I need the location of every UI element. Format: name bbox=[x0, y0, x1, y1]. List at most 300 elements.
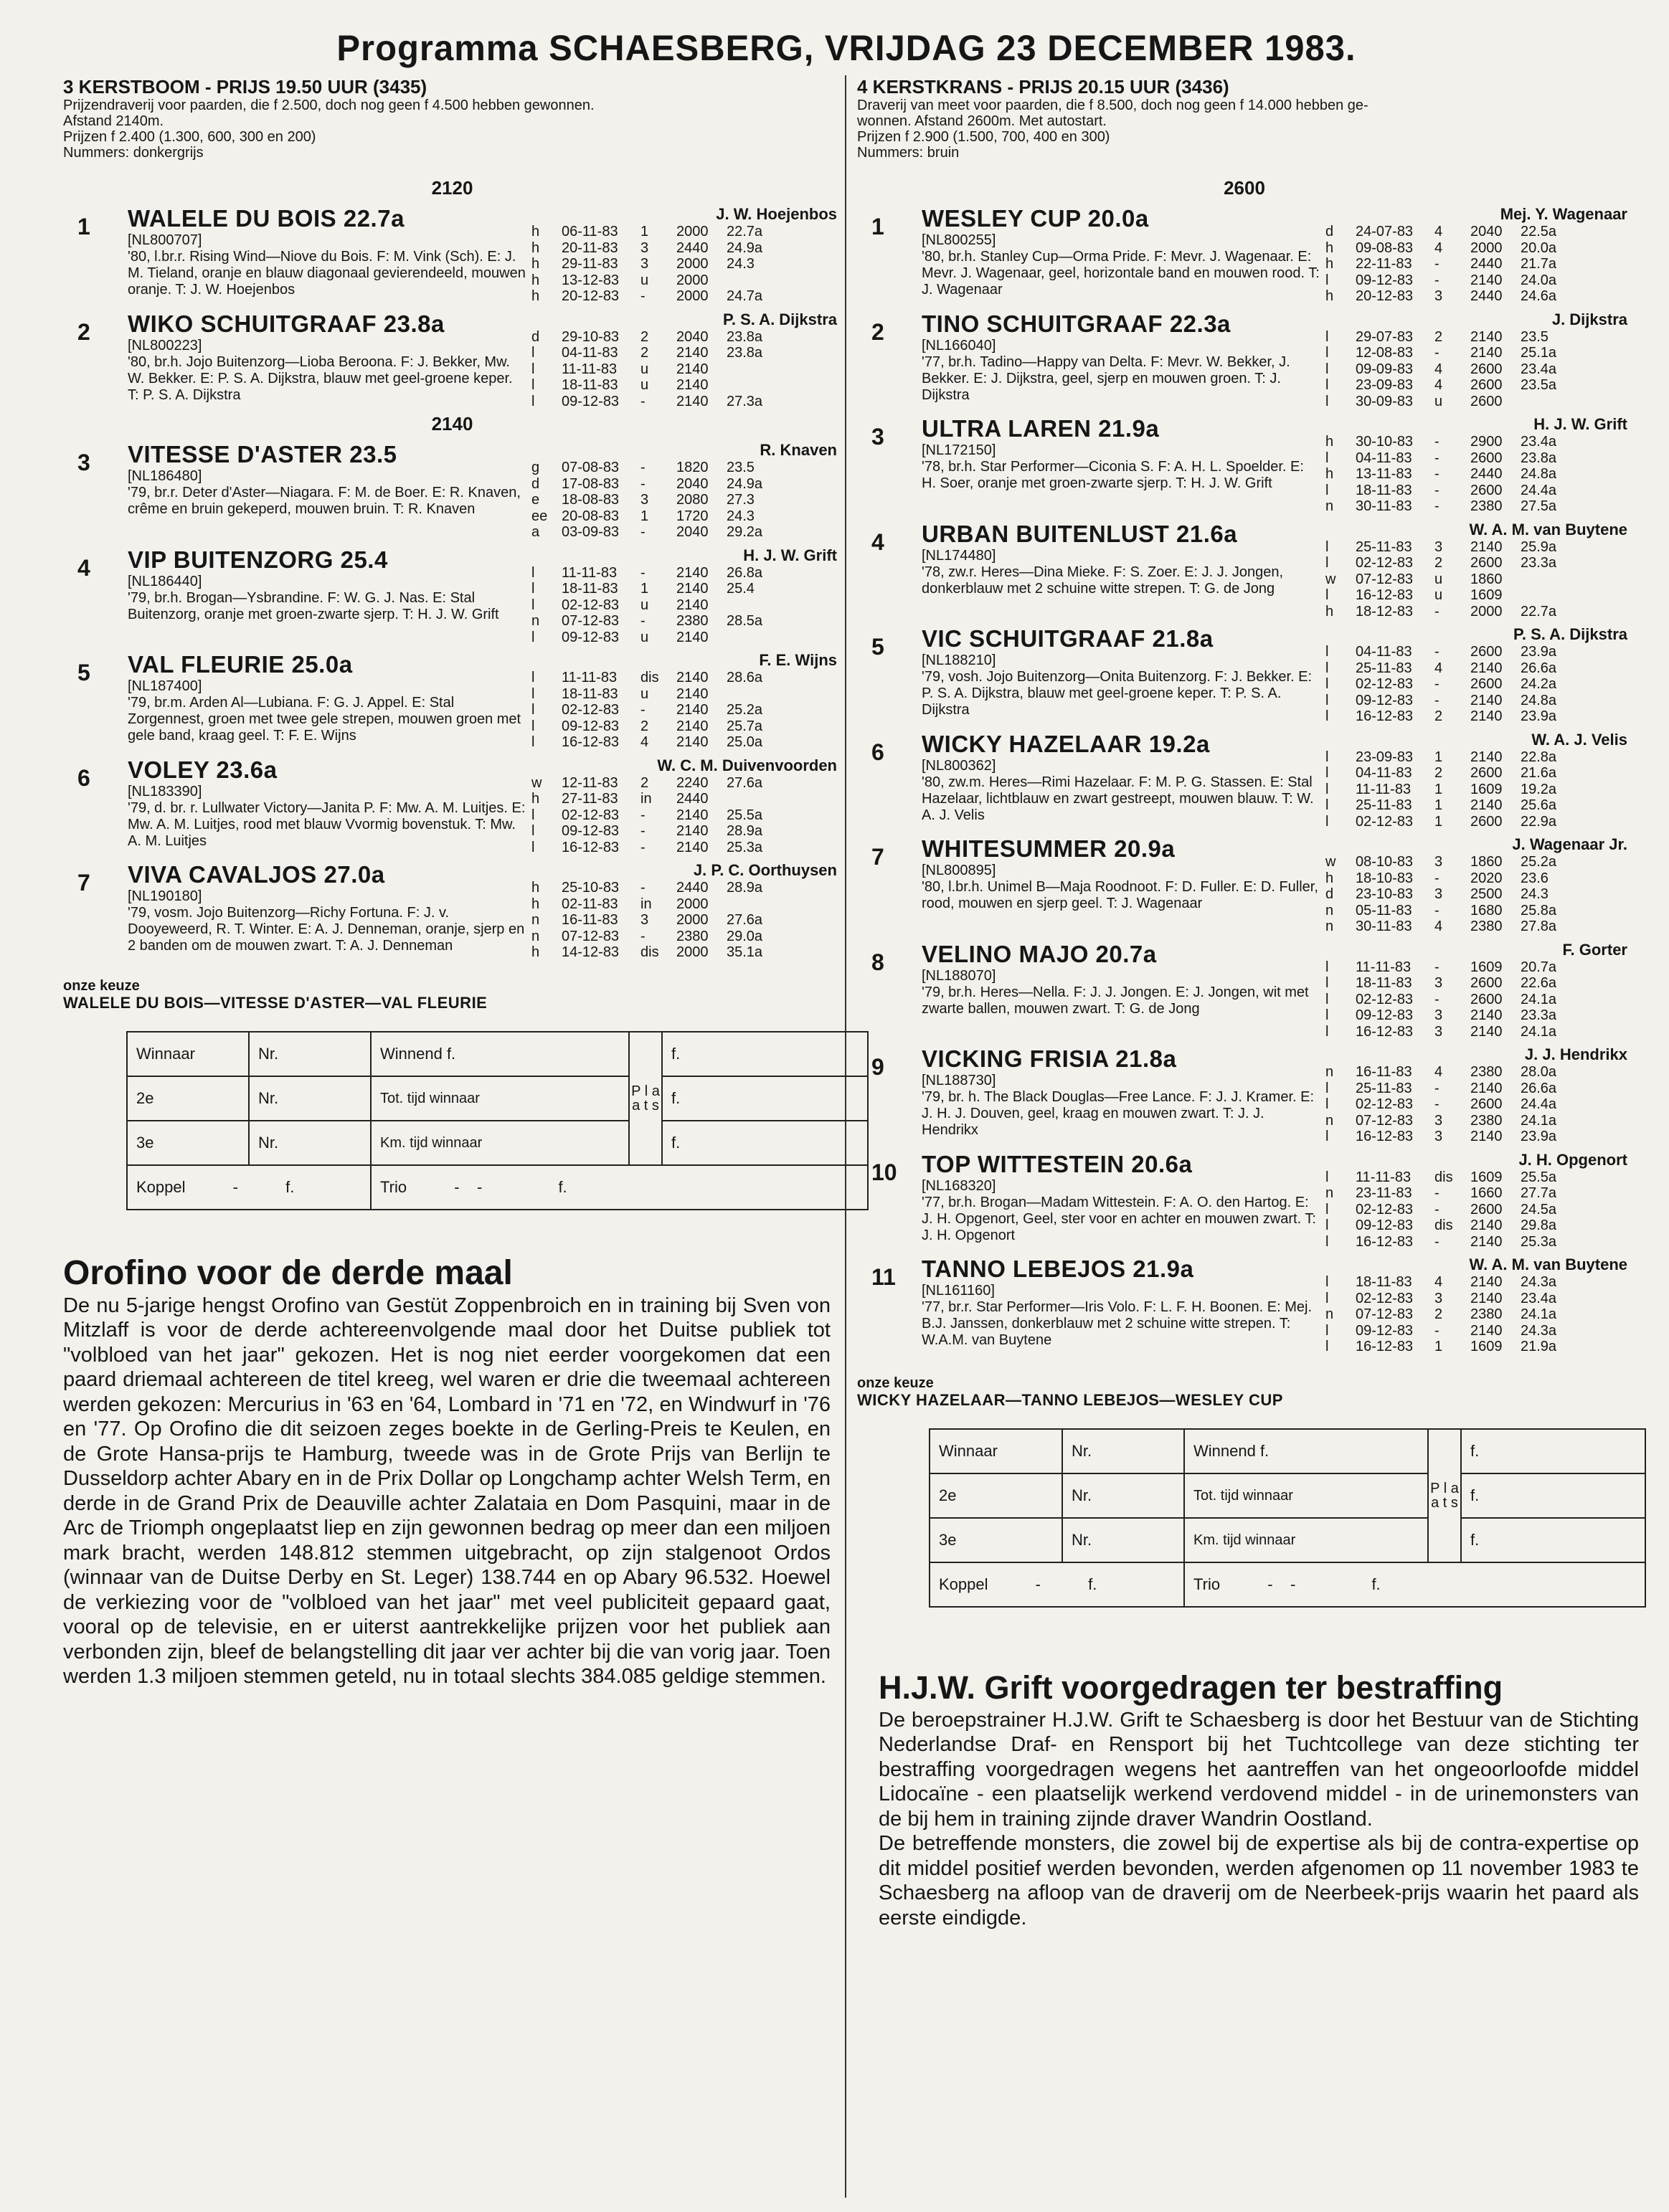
placing: - bbox=[1434, 603, 1439, 620]
track-code: l bbox=[1325, 538, 1329, 555]
distance: 2000 bbox=[676, 272, 709, 288]
horse-form bbox=[1320, 1045, 1632, 1145]
distance: 2140 bbox=[1470, 1274, 1503, 1290]
performance-row bbox=[1325, 345, 1632, 361]
km-time: 22.9a bbox=[1521, 813, 1557, 830]
distance: 2140 bbox=[676, 377, 709, 393]
horse-pedigree: '79, br.r. Deter d'Aster—Niagara. F: M. de Boer. E: R. Knaven, crême en bruin gekeperd, mouwen bruin. T: R. Knaven bbox=[128, 485, 521, 517]
performance-row bbox=[531, 840, 841, 856]
track-code: l bbox=[1325, 676, 1329, 692]
placing: 2 bbox=[640, 345, 649, 361]
horse-body bbox=[922, 310, 1632, 410]
horse-description bbox=[922, 310, 1320, 410]
horse-pedigree: '80, br.h. Stanley Cup—Orma Pride. F: Mevr. J. Wagenaar. E: Mevr. J. Wagenaar, geel, horizontale band en mouwen rood. T: J. Wagenaar bbox=[922, 249, 1320, 298]
distance: 2600 bbox=[1470, 644, 1503, 660]
horse-form bbox=[526, 441, 841, 541]
race-date: 09-12-83 bbox=[562, 393, 620, 409]
track-code: n bbox=[531, 912, 540, 928]
performance-row bbox=[1325, 329, 1632, 346]
track-code: l bbox=[1325, 1169, 1329, 1185]
horse-registration: [NL800895] bbox=[922, 863, 996, 878]
km-time bbox=[727, 377, 784, 394]
horse-form bbox=[1320, 205, 1632, 305]
distance: 2440 bbox=[676, 239, 709, 256]
track-code: l bbox=[1325, 1201, 1329, 1217]
race-date: 09-12-83 bbox=[1356, 692, 1414, 708]
race-date: 18-08-83 bbox=[562, 492, 620, 508]
horse-number: 2 bbox=[871, 318, 884, 345]
bet-f-label: f. bbox=[1461, 1429, 1645, 1473]
distance: 2140 bbox=[676, 629, 709, 645]
horse-number: 11 bbox=[871, 1264, 896, 1290]
horse-body bbox=[922, 941, 1632, 1040]
horse-number: 7 bbox=[77, 870, 90, 896]
horse-name: VIP BUITENZORG 25.4 bbox=[128, 546, 388, 573]
track-code: l bbox=[1325, 765, 1329, 781]
race-date: 11-11-83 bbox=[1356, 1169, 1412, 1185]
distance: 2380 bbox=[1470, 498, 1503, 514]
placing: - bbox=[640, 564, 646, 581]
performance-row bbox=[531, 718, 841, 735]
placing: 4 bbox=[1434, 224, 1443, 239]
track-code: l bbox=[1325, 813, 1329, 830]
horse-form bbox=[1320, 1151, 1632, 1250]
performance-row bbox=[1325, 1234, 1632, 1250]
performance-row bbox=[1325, 797, 1632, 814]
km-time bbox=[727, 686, 784, 703]
bet-winnend-label: Winnend f. bbox=[371, 1032, 629, 1076]
race-date: 20-12-83 bbox=[562, 288, 620, 304]
placing: u bbox=[1434, 393, 1443, 409]
track-code: h bbox=[531, 944, 540, 960]
placing: - bbox=[1434, 1080, 1439, 1096]
distance: 2140 bbox=[1470, 708, 1503, 724]
race-date: 29-07-83 bbox=[1356, 328, 1414, 345]
placing: - bbox=[1434, 870, 1439, 886]
performance-row bbox=[531, 460, 841, 476]
horse-pedigree: '77, br.h. Brogan—Madam Wittestein. F: A. O. den Hartog. E: J. H. Opgenort, Geel, ster voor en achter en mouwen zwart. T: J. H. Opgenort bbox=[922, 1194, 1316, 1243]
distance: 2140 bbox=[676, 564, 709, 581]
track-code: h bbox=[1325, 239, 1334, 256]
race3-horse-list-b bbox=[63, 441, 841, 961]
km-time: 24.1a bbox=[1521, 1023, 1557, 1040]
km-time: 24.3 bbox=[727, 508, 755, 524]
horse-registration: [NL187400] bbox=[128, 678, 202, 694]
race-date: 07-08-83 bbox=[562, 460, 620, 475]
horse-body bbox=[922, 835, 1632, 935]
placing: - bbox=[1434, 991, 1439, 1007]
bet-tot-tijd-label: Tot. tijd winnaar bbox=[371, 1076, 629, 1121]
horse-number: 1 bbox=[77, 214, 90, 239]
km-time: 29.0a bbox=[727, 928, 763, 944]
bet-third-label: 3e bbox=[127, 1121, 249, 1165]
km-time bbox=[727, 597, 784, 614]
horse-description bbox=[922, 625, 1320, 725]
track-code: ee bbox=[531, 508, 548, 524]
track-code: h bbox=[531, 896, 540, 912]
race-date: 14-12-83 bbox=[562, 944, 620, 960]
performance-row bbox=[531, 912, 841, 929]
track-code: h bbox=[531, 791, 540, 807]
placing: 3 bbox=[640, 239, 649, 256]
km-time: 25.2a bbox=[1521, 854, 1557, 870]
track-code: l bbox=[1325, 555, 1329, 571]
performance-row bbox=[1325, 483, 1632, 499]
race-date: 18-10-83 bbox=[1356, 870, 1414, 886]
race-date: 07-12-83 bbox=[1356, 571, 1414, 587]
horse-entry bbox=[63, 756, 841, 856]
bet-f-label: f. bbox=[1371, 1575, 1381, 1593]
performance-row bbox=[1325, 660, 1632, 677]
horse-description bbox=[922, 205, 1320, 305]
horse-form bbox=[526, 205, 841, 305]
bet-winnaar-label: Winnaar bbox=[930, 1429, 1062, 1473]
race-date: 09-12-83 bbox=[562, 823, 620, 839]
race3-cond-line: Prijzen f 2.400 (1.300, 600, 300 en 200) bbox=[63, 129, 316, 145]
horse-body bbox=[922, 1255, 1632, 1355]
bet-plaats-label: P l a a t s bbox=[1428, 1429, 1461, 1562]
track-code: d bbox=[531, 475, 540, 492]
race3-cond-line: Afstand 2140m. bbox=[63, 113, 164, 129]
horse-description bbox=[922, 731, 1320, 830]
distance: 2040 bbox=[676, 524, 709, 540]
horse-name: WICKY HAZELAAR 19.2a bbox=[922, 730, 1210, 757]
horse-number: 10 bbox=[871, 1159, 897, 1185]
performance-row bbox=[1325, 782, 1632, 798]
distance: 2040 bbox=[676, 475, 709, 492]
km-time: 23.4a bbox=[1521, 434, 1557, 450]
distance: 2600 bbox=[1470, 393, 1503, 409]
horse-trainer: H. J. W. Grift bbox=[743, 546, 837, 564]
performance-row bbox=[1325, 765, 1632, 782]
placing: - bbox=[1434, 902, 1439, 918]
horse-entry bbox=[857, 625, 1632, 725]
horse-pedigree: '79, br.m. Arden Al—Lubiana. F: G. J. Appel. E: Stal Zorgennest, groen met twee gele strepen, mouwen groen met gele band, kraag geel. T: F. E. Wijns bbox=[128, 695, 521, 744]
km-time bbox=[1521, 571, 1578, 588]
article1-title: Orofino voor de derde maal bbox=[63, 1253, 513, 1292]
km-time: 20.7a bbox=[1521, 959, 1557, 975]
placing: 4 bbox=[1434, 1064, 1443, 1080]
track-code: h bbox=[1325, 603, 1334, 620]
track-code: l bbox=[531, 685, 535, 702]
race-date: 11-11-83 bbox=[1356, 781, 1412, 797]
placing: - bbox=[1434, 1201, 1439, 1217]
race3-distance-b: 2140 bbox=[431, 413, 473, 435]
km-time: 24.7a bbox=[727, 288, 763, 304]
km-time bbox=[727, 361, 784, 378]
placing: dis bbox=[640, 670, 659, 685]
km-time: 24.9a bbox=[727, 239, 763, 256]
horse-description bbox=[922, 1255, 1320, 1355]
km-time: 24.1a bbox=[1521, 991, 1557, 1007]
placing: - bbox=[1434, 1233, 1439, 1250]
race-date: 16-12-83 bbox=[1356, 1023, 1414, 1040]
horse-registration: [NL188210] bbox=[922, 652, 996, 668]
bet-nr-label: Nr. bbox=[249, 1032, 371, 1076]
horse-entry bbox=[63, 651, 841, 751]
bet-f-label: f. bbox=[558, 1177, 567, 1196]
bet-trio-cell bbox=[1184, 1562, 1645, 1607]
track-code: w bbox=[531, 774, 542, 791]
horse-body bbox=[128, 756, 841, 856]
bet-nr-label: Nr. bbox=[1062, 1473, 1184, 1518]
placing: - bbox=[640, 475, 646, 492]
performance-row bbox=[1325, 1202, 1632, 1218]
horse-form bbox=[1320, 415, 1632, 515]
race-date: 13-12-83 bbox=[562, 272, 620, 288]
horse-form bbox=[1320, 1255, 1632, 1355]
race-date: 09-12-83 bbox=[1356, 1217, 1414, 1233]
track-code: l bbox=[1325, 328, 1329, 345]
track-code: l bbox=[531, 361, 535, 377]
horse-name: VIVA CAVALJOS 27.0a bbox=[128, 861, 385, 888]
placing: 2 bbox=[1434, 1306, 1443, 1322]
km-time: 25.2a bbox=[727, 702, 763, 718]
placing: in bbox=[640, 791, 652, 807]
distance: 1609 bbox=[1470, 959, 1503, 975]
race4-cond-line: Draverij van meet voor paarden, die f 8.500, doch nog geen f 14.000 hebben ge- bbox=[857, 98, 1368, 113]
performance-row bbox=[1325, 224, 1632, 240]
km-time: 25.5a bbox=[727, 807, 763, 823]
distance: 2000 bbox=[1470, 603, 1503, 620]
race-date: 02-12-83 bbox=[1356, 991, 1414, 1007]
bet-f-label: f. bbox=[1088, 1575, 1097, 1593]
article2-title: H.J.W. Grift voorgedragen ter bestraffing bbox=[879, 1669, 1503, 1706]
km-time: 20.0a bbox=[1521, 239, 1557, 256]
horse-body bbox=[128, 861, 841, 961]
horse-number: 6 bbox=[77, 764, 90, 791]
performance-row bbox=[1325, 1185, 1632, 1202]
horse-form bbox=[526, 756, 841, 856]
horse-pedigree: '80, l.br.r. Rising Wind—Niove du Bois. F: M. Vink (Sch). E: J. M. Tieland, oranje en blauw diagonaal gevierendeeld, mouwen oranje. T: J. W. Hoejenbos bbox=[128, 249, 526, 298]
track-code: l bbox=[1325, 1339, 1329, 1354]
horse-body bbox=[922, 731, 1632, 830]
km-time: 21.6a bbox=[1521, 765, 1557, 781]
race-date: 18-11-83 bbox=[562, 685, 618, 702]
km-time: 24.3a bbox=[1521, 1274, 1557, 1290]
km-time: 23.9a bbox=[1521, 644, 1557, 660]
distance: 2000 bbox=[676, 256, 709, 272]
placing: - bbox=[1434, 434, 1439, 450]
track-code: l bbox=[1325, 1080, 1329, 1096]
performance-row bbox=[1325, 604, 1632, 620]
performance-row bbox=[1325, 434, 1632, 450]
track-code: l bbox=[531, 718, 535, 734]
race4-keuze-label: onze keuze bbox=[857, 1375, 934, 1391]
distance: 2140 bbox=[1470, 797, 1503, 813]
horse-pedigree: '79, d. br. r. Lullwater Victory—Janita P. F: Mw. A. M. Luitjes. E: Mw. A. M. Luitjes, rood met blauw Vvormig bovenstuk. T: Mw. A. M. Luitjes bbox=[128, 799, 526, 849]
placing: u bbox=[640, 272, 649, 288]
distance: 2140 bbox=[1470, 1233, 1503, 1250]
track-code: l bbox=[531, 581, 535, 597]
track-code: l bbox=[1325, 393, 1329, 409]
performance-row bbox=[1325, 361, 1632, 378]
track-code: h bbox=[1325, 434, 1334, 450]
horse-entry bbox=[857, 310, 1632, 410]
track-code: h bbox=[531, 256, 540, 272]
performance-row bbox=[531, 361, 841, 378]
placing: dis bbox=[640, 944, 659, 960]
km-time: 24.3 bbox=[1521, 886, 1549, 902]
performance-row bbox=[531, 944, 841, 961]
distance: 2600 bbox=[1470, 555, 1503, 571]
distance: 2140 bbox=[1470, 1023, 1503, 1040]
km-time: 25.4 bbox=[727, 581, 755, 597]
horse-pedigree: '79, vosh. Jojo Buitenzorg—Onita Buitenzorg. F: J. Bekker. E: P. S. A. Dijkstra, blauw met geel-groene keper. T: P. S. A. Dijkstra bbox=[922, 669, 1313, 718]
performance-row bbox=[1325, 903, 1632, 919]
km-time: 23.9a bbox=[1521, 1129, 1557, 1144]
horse-pedigree: '79, vosm. Jojo Buitenzorg—Richy Fortuna. F: J. v. Dooyeweerd, R. T. Winter. E: A. J. Denneman, oranje, sjerp en 2 banden om de mouwen zwart. T: A. J. Denneman bbox=[128, 905, 525, 954]
bet-km-tijd-label: Km. tijd winnaar bbox=[1184, 1518, 1428, 1562]
race-date: 11-11-83 bbox=[562, 564, 618, 581]
horse-registration: [NL174480] bbox=[922, 547, 996, 564]
track-code: n bbox=[1325, 902, 1334, 918]
horse-entry bbox=[857, 205, 1632, 305]
distance: 2500 bbox=[1470, 886, 1503, 902]
km-time: 28.5a bbox=[727, 613, 763, 629]
km-time: 23.3a bbox=[1521, 1007, 1557, 1023]
track-code: h bbox=[1325, 466, 1334, 482]
performance-row bbox=[1325, 814, 1632, 830]
km-time: 22.6a bbox=[1521, 975, 1557, 991]
bet-dash: - bbox=[1035, 1575, 1041, 1593]
horse-entry bbox=[63, 205, 841, 305]
placing: - bbox=[640, 460, 646, 475]
km-time: 28.9a bbox=[727, 823, 763, 839]
bet-dash: - - bbox=[1267, 1575, 1296, 1593]
horse-name: VITESSE D'ASTER 23.5 bbox=[128, 441, 397, 467]
performance-row bbox=[531, 630, 841, 646]
horse-entry bbox=[857, 1151, 1632, 1250]
placing: - bbox=[1434, 644, 1439, 660]
bet-winnaar-label: Winnaar bbox=[127, 1032, 249, 1076]
performance-row bbox=[531, 345, 841, 361]
race-date: 09-09-83 bbox=[1356, 361, 1414, 377]
track-code: d bbox=[1325, 886, 1334, 902]
distance: 1609 bbox=[1470, 1339, 1503, 1354]
track-code: n bbox=[531, 613, 540, 629]
race3-keuze-label: onze keuze bbox=[63, 977, 140, 994]
distance: 2140 bbox=[676, 345, 709, 361]
horse-form bbox=[1320, 731, 1632, 830]
race-date: 02-12-83 bbox=[562, 807, 620, 823]
horse-registration: [NL161160] bbox=[922, 1283, 995, 1299]
track-code: l bbox=[1325, 272, 1329, 288]
placing: - bbox=[640, 702, 646, 718]
race-date: 07-12-83 bbox=[1356, 1306, 1414, 1322]
race-date: 18-11-83 bbox=[1356, 482, 1412, 498]
km-time: 23.5a bbox=[1521, 377, 1557, 393]
distance: 2140 bbox=[676, 702, 709, 718]
performance-row bbox=[531, 775, 841, 792]
bet-koppel-label: Koppel bbox=[939, 1575, 988, 1593]
horse-trainer: J. P. C. Oorthuysen bbox=[693, 861, 837, 879]
race-date: 16-11-83 bbox=[562, 912, 618, 928]
horse-name: VIC SCHUITGRAAF 21.8a bbox=[922, 625, 1214, 652]
distance: 2140 bbox=[1470, 1080, 1503, 1096]
track-code: l bbox=[1325, 708, 1329, 724]
horse-entry bbox=[857, 521, 1632, 620]
distance: 2040 bbox=[1470, 224, 1503, 239]
distance: 2140 bbox=[676, 823, 709, 839]
placing: 3 bbox=[640, 492, 649, 508]
horse-name: WIKO SCHUITGRAAF 23.8a bbox=[128, 310, 445, 337]
track-code: a bbox=[531, 524, 540, 540]
placing: 3 bbox=[1434, 886, 1443, 902]
race-date: 23-10-83 bbox=[1356, 886, 1414, 902]
race-date: 22-11-83 bbox=[1356, 256, 1412, 272]
km-time: 27.6a bbox=[727, 774, 763, 791]
track-code: w bbox=[1325, 571, 1336, 587]
performance-row bbox=[1325, 854, 1632, 870]
race-date: 11-11-83 bbox=[562, 361, 618, 377]
placing: - bbox=[1434, 256, 1439, 272]
distance: 2000 bbox=[676, 896, 709, 912]
distance: 2380 bbox=[1470, 1306, 1503, 1322]
horse-trainer: F. E. Wijns bbox=[759, 651, 837, 669]
distance: 2000 bbox=[676, 288, 709, 304]
track-code: l bbox=[1325, 749, 1329, 765]
performance-row bbox=[531, 896, 841, 913]
performance-row bbox=[531, 581, 841, 597]
performance-row bbox=[1325, 1217, 1632, 1234]
horse-description bbox=[922, 1045, 1320, 1145]
race-date: 29-11-83 bbox=[562, 256, 618, 272]
horse-trainer: R. Knaven bbox=[760, 441, 837, 459]
performance-row bbox=[531, 880, 841, 896]
horse-form bbox=[526, 546, 841, 646]
km-time: 22.5a bbox=[1521, 224, 1557, 239]
race-date: 09-12-83 bbox=[1356, 1007, 1414, 1023]
placing: 4 bbox=[1434, 239, 1443, 256]
placing: 1 bbox=[640, 581, 649, 597]
performance-row bbox=[531, 394, 841, 410]
horse-name: VAL FLEURIE 25.0a bbox=[128, 651, 353, 678]
race-date: 04-11-83 bbox=[562, 345, 618, 361]
race3-cond-line: Nummers: donkergrijs bbox=[63, 145, 204, 161]
placing: - bbox=[1434, 676, 1439, 692]
horse-pedigree: '77, br.h. Tadino—Happy van Delta. F: Mevr. W. Bekker, J. Bekker. E: J. Dijkstra, geel, sjerp en mouwen groen. T: J. Dijkstra bbox=[922, 353, 1290, 403]
horse-pedigree: '79, br. h. The Black Douglas—Free Lance. F: J. J. Kramer. E: J. H. J. Douven, geel, kraag en mouwen zwart. T: J. J. Hendrikx bbox=[922, 1089, 1315, 1138]
horse-number: 7 bbox=[871, 844, 884, 870]
race-date: 16-11-83 bbox=[1356, 1064, 1412, 1080]
horse-trainer: J. Wagenaar Jr. bbox=[1512, 835, 1627, 853]
race-date: 25-10-83 bbox=[562, 880, 620, 896]
horse-registration: [NL186480] bbox=[128, 468, 202, 484]
track-code: h bbox=[1325, 256, 1334, 272]
performance-row bbox=[531, 597, 841, 614]
race-date: 02-11-83 bbox=[562, 896, 618, 912]
horse-body bbox=[128, 441, 841, 541]
distance: 2440 bbox=[676, 880, 709, 896]
distance: 2140 bbox=[1470, 1217, 1503, 1233]
placing: 1 bbox=[640, 508, 649, 524]
horse-registration: [NL190180] bbox=[128, 888, 202, 904]
placing: 4 bbox=[1434, 1274, 1443, 1290]
horse-body bbox=[128, 205, 841, 305]
race-date: 09-12-83 bbox=[1356, 1322, 1414, 1339]
distance: 2380 bbox=[676, 928, 709, 944]
track-code: l bbox=[1325, 660, 1329, 676]
km-time: 28.0a bbox=[1521, 1064, 1557, 1080]
km-time: 23.8a bbox=[1521, 450, 1557, 466]
track-code: l bbox=[531, 702, 535, 718]
bet-nr-label: Nr. bbox=[1062, 1518, 1184, 1562]
horse-number: 9 bbox=[871, 1054, 884, 1080]
distance: 2600 bbox=[1470, 1201, 1503, 1217]
horse-description bbox=[128, 546, 526, 646]
placing: - bbox=[640, 807, 646, 823]
